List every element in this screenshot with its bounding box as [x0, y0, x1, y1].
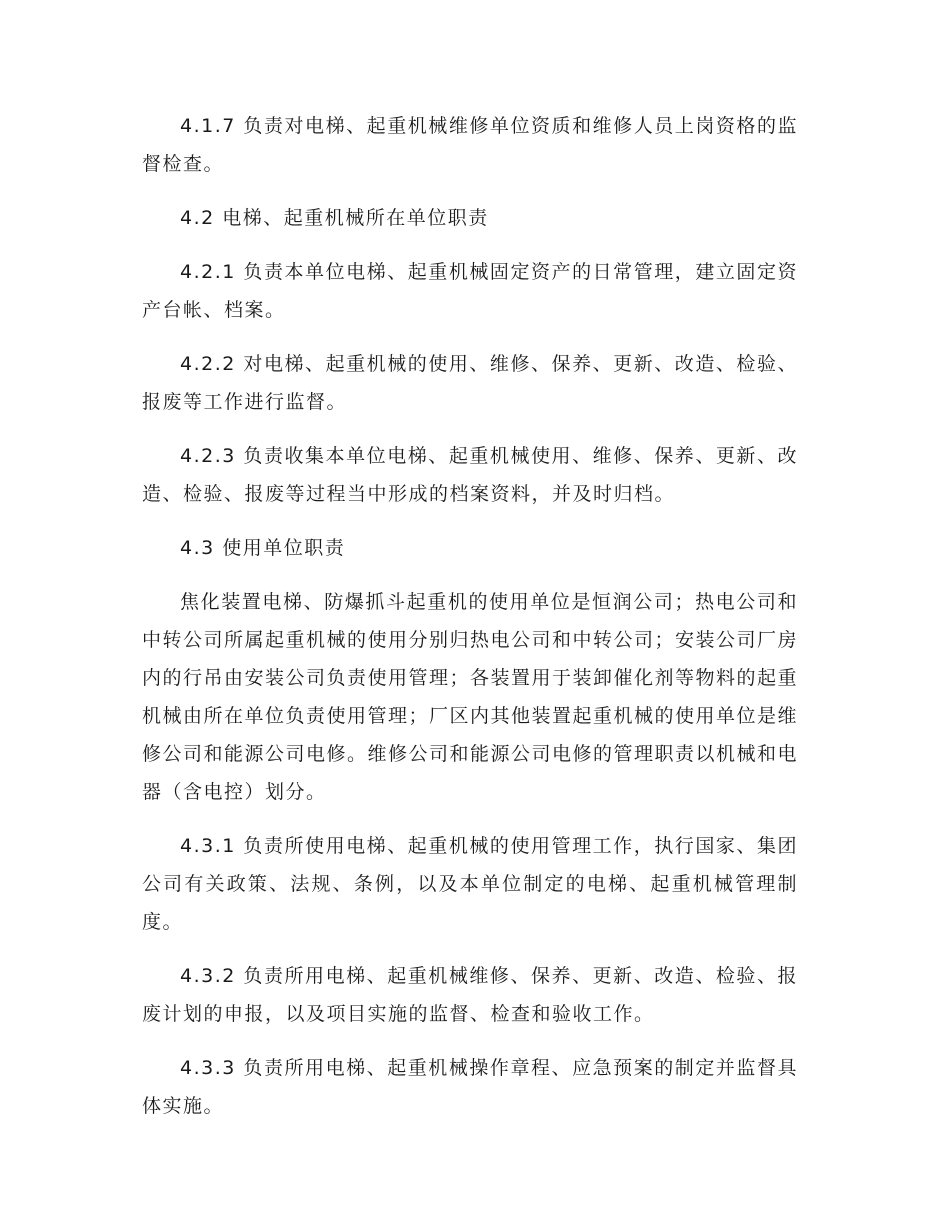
paragraph-4-1-7: 4.1.7 负责对电梯、起重机械维修单位资质和维修人员上岗资格的监督检查。	[142, 115, 798, 175]
paragraph-4-3-1: 4.3.1 负责所使用电梯、起重机械的使用管理工作，执行国家、集团公司有关政策、法规、条例，以及本单位制定的电梯、起重机械管理制度。	[142, 835, 798, 933]
section-heading-4-2: 4.2 电梯、起重机械所在单位职责	[180, 207, 489, 229]
paragraph-4-3-intro: 焦化装置电梯、防爆抓斗起重机的使用单位是恒润公司；热电公司和中转公司所属起重机械的使用分别归热电公司和中转公司；安装公司厂房内的行吊由安装公司负责使用管理；各装置用于装卸催化剂等物料的起重机械由所在单位负责使用管理；厂区内其他装置起重机械的使用单位是维修公司和能源公司电修。维修公司和能源公司电修的管理职责以机械和电器（含电控）划分。	[142, 591, 799, 803]
section-heading-4-3: 4.3 使用单位职责	[180, 537, 346, 559]
paragraph-4-3-3: 4.3.3 负责所用电梯、起重机械操作章程、应急预案的制定并监督具体实施。	[142, 1057, 798, 1117]
paragraph-4-2-2: 4.2.2 对电梯、起重机械的使用、维修、保养、更新、改造、检验、报废等工作进行监督。	[142, 353, 798, 413]
paragraph-4-2-1: 4.2.1 负责本单位电梯、起重机械固定资产的日常管理，建立固定资产台帐、档案。	[142, 261, 798, 321]
paragraph-4-2-3: 4.2.3 负责收集本单位电梯、起重机械使用、维修、保养、更新、改造、检验、报废等过程当中形成的档案资料，并及时归档。	[142, 445, 798, 505]
paragraph-4-3-2: 4.3.2 负责所用电梯、起重机械维修、保养、更新、改造、检验、报废计划的申报，以及项目实施的监督、检查和验收工作。	[142, 965, 798, 1025]
